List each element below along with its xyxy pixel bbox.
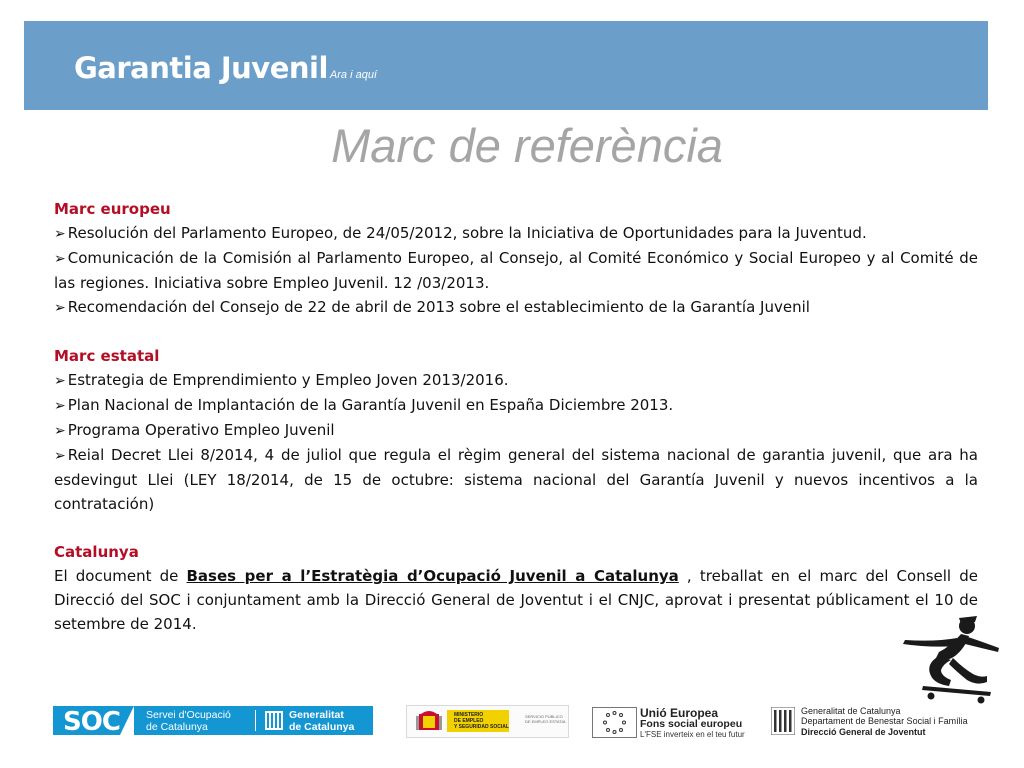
sepe-line2: DE EMPLEO ESTATAL (525, 719, 567, 724)
brand-title (74, 51, 377, 85)
generalitat-emblem-icon (771, 707, 795, 735)
soc-divider (255, 710, 256, 731)
section-heading-estatal: Marc estatal (54, 347, 160, 365)
arrow-bullet-icon: ➢ (54, 300, 66, 316)
benestar-line1: Generalitat de Catalunya (801, 706, 901, 716)
benestar-line2: Departament de Benestar Social i Família (801, 716, 968, 726)
sepe-line1: SERVICIO PÚBLICO (525, 714, 563, 719)
spacer (54, 320, 978, 344)
generalitat-name (289, 709, 354, 733)
skateboarder-icon (895, 612, 1005, 704)
arrow-bullet-icon: ➢ (54, 423, 66, 439)
list-item-text: Comunicación de la Comisión al Parlamento Europeo, al Consejo, al Comité Económico y Social Europeo y al Comité de las regiones. Iniciativa sobre Empleo Juvenil. 12 /03/2013. (54, 249, 978, 292)
list-item (54, 393, 978, 418)
eu-tagline: L'FSE inverteix en el teu futur (640, 730, 745, 739)
eu-logo (592, 706, 754, 738)
spacer (54, 516, 978, 540)
spain-crest-icon (415, 708, 443, 734)
section-heading-europeu: Marc europeu (54, 200, 171, 218)
ministerio-line2: DE EMPLEO (454, 718, 484, 724)
bases-document-link[interactable]: Bases per a l’Estratègia d’Ocupació Juvenil a Catalunya (186, 567, 679, 585)
eu-subtitle: Fons social europeu (640, 718, 743, 730)
soc-name (146, 709, 231, 733)
list-item-text: Programa Operativo Empleo Juvenil (67, 421, 335, 439)
eu-flag-icon (592, 707, 637, 738)
list-item-text: Resolución del Parlamento Europeo, de 24/05/2012, sobre la Iniciativa de Oportunidades para la Juventud. (67, 224, 867, 242)
slide-title: Marc de referència (331, 119, 723, 172)
ministerio-line1: MINISTERIO (454, 712, 484, 718)
benestar-line3: Direcció General de Joventut (801, 727, 926, 737)
list-item-text: Estrategia de Emprendimiento y Empleo Joven 2013/2016. (67, 371, 509, 389)
arrow-bullet-icon: ➢ (54, 448, 66, 464)
soc-wordmark: SOC (63, 707, 120, 737)
list-item (54, 246, 978, 295)
ministerio-logo (406, 705, 569, 738)
list-item (54, 295, 978, 320)
arrow-bullet-icon: ➢ (54, 398, 66, 414)
paragraph-text-after: , treballat en el marc del Consell de Direcció del SOC i conjuntament amb la Direcció General de Joventut i el CNJC, aprovat i presentat públicament el 10 de setembre de 2014. (54, 567, 978, 633)
arrow-bullet-icon: ➢ (54, 251, 66, 267)
generalitat-emblem-icon (265, 711, 283, 730)
ministerio-line3: Y SEGURIDAD SOCIAL (454, 724, 509, 730)
section-heading-catalunya: Catalunya (54, 543, 139, 561)
list-item (54, 368, 978, 393)
eu-title: Unió Europea (640, 706, 719, 720)
arrow-bullet-icon: ➢ (54, 373, 66, 389)
soc-logo (53, 706, 373, 735)
soc-name-line1: Servei d'Ocupació (146, 709, 231, 721)
list-item-text: Reial Decret Llei 8/2014, 4 de juliol que regula el règim general del sistema nacional de garantia juvenil, que ara ha esdevingut Llei (LEY 18/2014, de 15 de octubre: sistema nacional del Garantía Juvenil y nuevos incentivos a la contratación) (54, 446, 978, 513)
list-item (54, 418, 978, 443)
list-item (54, 221, 978, 246)
ministerio-name (454, 712, 509, 730)
benestar-logo (768, 705, 983, 741)
brand-title-text: Garantia Juvenil (74, 51, 328, 85)
arrow-bullet-icon: ➢ (54, 226, 66, 242)
sepe-name (525, 714, 566, 724)
paragraph-text-before: El document de (54, 567, 187, 585)
brand-subtitle: Ara i aquí (329, 69, 377, 81)
footer-logos (0, 700, 1024, 750)
soc-slash-shape (120, 706, 134, 735)
list-item-text: Recomendación del Consejo de 22 de abril de 2013 sobre el establecimiento de la Garantía Juvenil (67, 298, 810, 316)
catalunya-paragraph (54, 564, 978, 636)
header-banner (24, 21, 988, 110)
soc-name-line2: de Catalunya (146, 721, 208, 733)
generalitat-line2: de Catalunya (289, 721, 355, 733)
list-item-text: Plan Nacional de Implantación de la Garantía Juvenil en España Diciembre 2013. (67, 396, 674, 414)
list-item (54, 443, 978, 516)
content-body (54, 197, 978, 636)
generalitat-line1: Generalitat (289, 709, 344, 721)
